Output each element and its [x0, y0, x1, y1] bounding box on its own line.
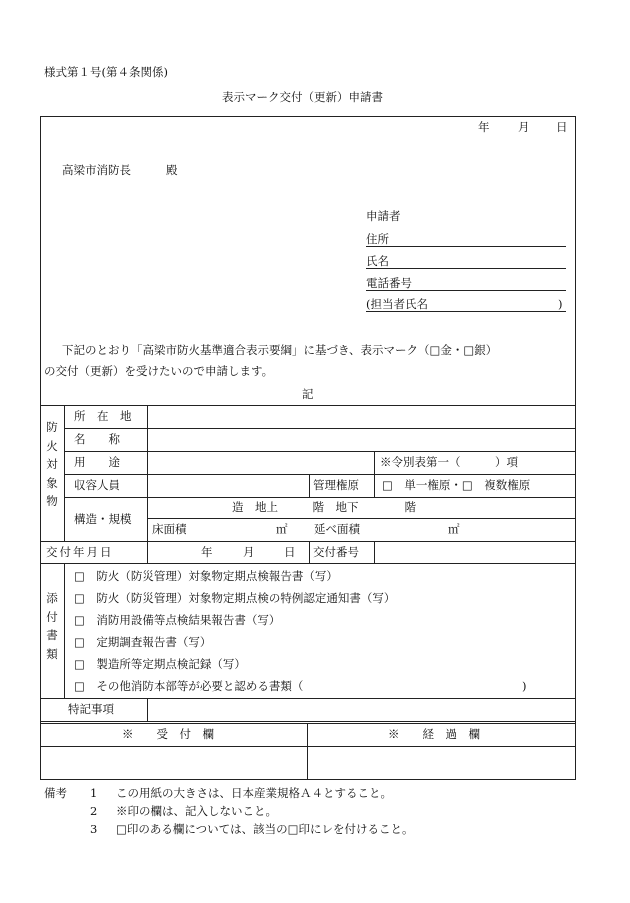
- col-line: [309, 474, 310, 497]
- form-title: 表示マーク交付（更新）申請書: [222, 90, 383, 104]
- date-day: 日: [556, 120, 568, 134]
- issue-day: 日: [284, 545, 296, 559]
- addressee-name: 高梁市消防長: [62, 163, 131, 177]
- floor-area-unit: ㎡: [276, 522, 288, 536]
- table-top-line: [40, 405, 576, 406]
- notes-label: 備考: [44, 786, 67, 800]
- name-underline: [366, 268, 566, 269]
- attachments-side-label: 添 付 書 類: [46, 591, 58, 661]
- structure-line: 造 地上 階 地下 階: [232, 500, 416, 514]
- capacity-label: 収容人員: [74, 478, 120, 492]
- attachment-item: □ 消防用設備等点検結果報告書（写）: [74, 613, 281, 627]
- date-month: 月: [518, 120, 530, 134]
- note-text: ※印の欄は、記入しないこと。: [116, 804, 277, 818]
- body-line-1: 下記のとおり「高梁市防火基準適合表示要綱」に基づき、表示マーク（□金・□銀）: [62, 343, 498, 357]
- col-line: [64, 563, 65, 698]
- progress-column: ※ 経 過 欄: [388, 727, 480, 741]
- structure-label: 構造・規模: [74, 512, 132, 526]
- use-label: 用 途: [74, 455, 120, 469]
- attachment-item: □ 防火（防災管理）対象物定期点検の特例認定通知書（写）: [74, 591, 396, 605]
- col-line: [307, 723, 308, 780]
- col-line: [374, 541, 375, 563]
- authority-options: □ 単一権原・□ 複数権原: [382, 478, 531, 492]
- body-line-2: の交付（更新）を受けたいので申請します。: [44, 364, 274, 378]
- name-label: 名 称: [74, 432, 120, 446]
- use-note: ※令別表第一（ ）項: [380, 455, 518, 469]
- row-line: [40, 723, 576, 724]
- issue-year: 年: [201, 545, 213, 559]
- col-line: [147, 698, 148, 721]
- addressee-honorific: 殿: [166, 163, 178, 177]
- note-number: 2: [90, 804, 98, 818]
- note-text: □印のある欄については、該当の□印にレを付けること。: [116, 822, 414, 836]
- row-line: [40, 746, 576, 747]
- attachment-item: □ 製造所等定期点検記録（写）: [74, 657, 246, 671]
- row-line: [40, 721, 576, 722]
- ki-label: 記: [302, 387, 314, 401]
- applicant-name: 氏名: [366, 254, 389, 268]
- attachment-item: □ 定期調査報告書（写）: [74, 635, 212, 649]
- row-line: [40, 698, 576, 699]
- address-underline: [366, 246, 566, 247]
- attachment-item-close: ): [522, 679, 527, 693]
- row-line: [147, 518, 576, 519]
- form-number: 様式第１号(第４条関係): [44, 65, 168, 79]
- col-line: [147, 541, 148, 563]
- floor-area-label: 床面積: [152, 522, 187, 536]
- applicant-contact-close: ): [558, 297, 563, 311]
- row-line: [64, 428, 576, 429]
- building-side-label: 防 火 対 象 物: [46, 420, 58, 508]
- reception-column: ※ 受 付 欄: [122, 727, 214, 741]
- applicant-contact: (担当者氏名: [366, 297, 428, 311]
- note-number: 1: [90, 786, 98, 800]
- date-year: 年: [478, 120, 490, 134]
- issue-month: 月: [243, 545, 255, 559]
- applicant-label: 申請者: [366, 209, 401, 223]
- col-line: [374, 474, 375, 497]
- issue-date-label: 交付年月日: [46, 545, 114, 559]
- col-line: [147, 405, 148, 541]
- attachment-item: □ その他消防本部等が必要と認める書類（: [74, 679, 304, 693]
- col-line: [309, 541, 310, 563]
- contact-underline: [366, 311, 566, 312]
- authority-label: 管理権原: [313, 478, 359, 492]
- remarks-label: 特記事項: [68, 702, 114, 716]
- col-line: [64, 405, 65, 541]
- issue-number-label: 交付番号: [313, 545, 359, 559]
- note-text: この用紙の大きさは、日本産業規格Ａ４とすること。: [116, 786, 392, 800]
- applicant-address: 住所: [366, 232, 389, 246]
- total-area-label: 延べ面積: [314, 522, 360, 536]
- note-number: 3: [90, 822, 98, 836]
- row-line: [40, 541, 576, 542]
- col-line: [374, 451, 375, 474]
- row-line: [64, 451, 576, 452]
- location-label: 所 在 地: [74, 409, 132, 423]
- phone-underline: [366, 290, 566, 291]
- row-line: [64, 474, 576, 475]
- row-line: [64, 497, 576, 498]
- row-line: [40, 563, 576, 564]
- total-area-unit: ㎡: [448, 522, 460, 536]
- attachment-item: □ 防火（防災管理）対象物定期点検報告書（写）: [74, 569, 338, 583]
- applicant-phone: 電話番号: [366, 276, 412, 290]
